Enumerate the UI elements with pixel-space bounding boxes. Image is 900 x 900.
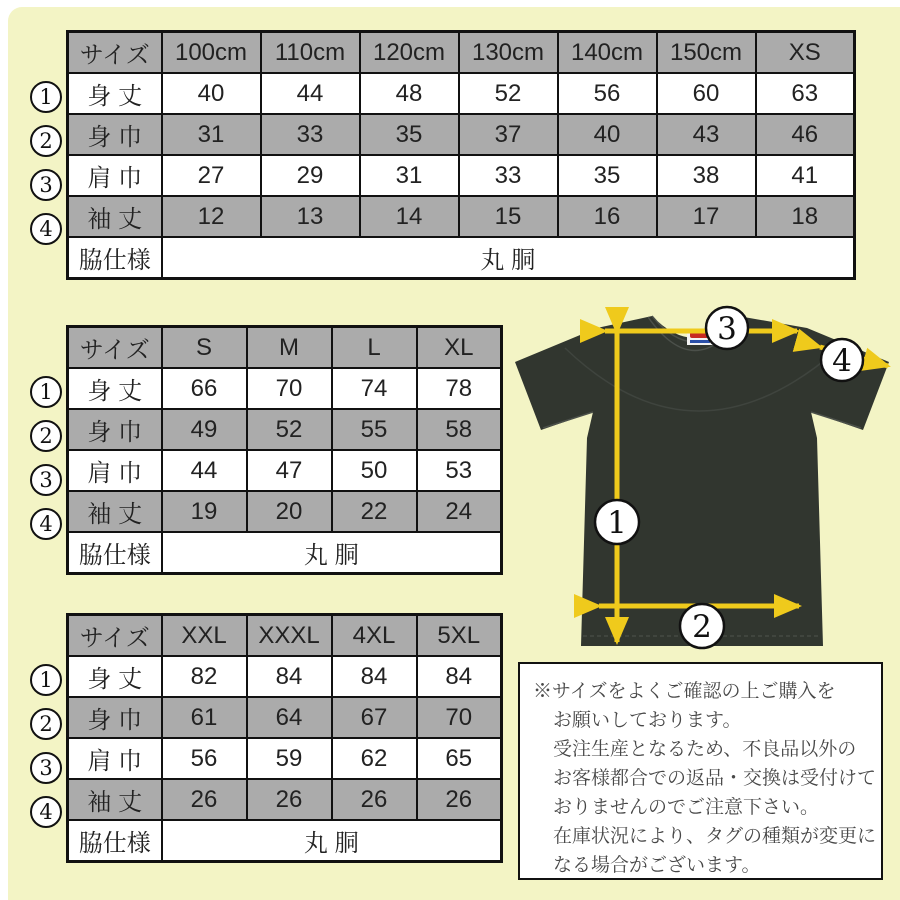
size-value-cell: 26 xyxy=(332,779,417,820)
row-label: 袖 丈 xyxy=(68,779,162,820)
size-value-cell: 55 xyxy=(332,409,417,450)
size-value-cell: 50 xyxy=(332,450,417,491)
notice-line: なる場合がございます。 xyxy=(553,855,761,876)
size-value-cell: 70 xyxy=(247,368,332,409)
size-value-cell: 20 xyxy=(247,491,332,532)
row-label: 肩 巾 xyxy=(68,450,162,491)
size-value-cell: 17 xyxy=(657,196,756,237)
size-value-cell: 59 xyxy=(247,738,332,779)
size-value-cell: 49 xyxy=(162,409,247,450)
size-col-header: 4XL xyxy=(332,615,417,657)
row-label: 身 丈 xyxy=(68,368,162,409)
notice-line: 在庫状況により、タグの種類が変更に xyxy=(553,826,877,847)
size-value-cell: 35 xyxy=(360,114,459,155)
size-col-header: XXXL xyxy=(247,615,332,657)
size-value-cell: 48 xyxy=(360,73,459,114)
size-value-cell: 12 xyxy=(162,196,261,237)
notice-line: ※サイズをよくご確認の上ご購入を xyxy=(533,681,836,702)
measure-number-1: 1 xyxy=(30,376,62,408)
notice-line: お客様都合での返品・交換は受付けて xyxy=(553,768,877,789)
size-header-label: サイズ xyxy=(68,615,162,657)
side-spec-label: 脇仕様 xyxy=(68,237,162,279)
size-value-cell: 44 xyxy=(261,73,360,114)
size-value-cell: 84 xyxy=(417,656,502,697)
size-value-cell: 33 xyxy=(261,114,360,155)
size-table xyxy=(66,613,503,863)
measure-number-4: 4 xyxy=(30,796,62,828)
size-value-cell: 44 xyxy=(162,450,247,491)
svg-text:4: 4 xyxy=(832,343,852,379)
size-value-cell: 40 xyxy=(558,114,657,155)
size-value-cell: 78 xyxy=(417,368,502,409)
measure-number-3: 3 xyxy=(30,169,62,201)
purchase-notice-box xyxy=(518,662,883,880)
row-label: 袖 丈 xyxy=(68,491,162,532)
size-value-cell: 27 xyxy=(162,155,261,196)
size-value-cell: 14 xyxy=(360,196,459,237)
side-spec-value: 丸 胴 xyxy=(162,532,502,574)
side-spec-value: 丸 胴 xyxy=(162,237,855,279)
size-value-cell: 56 xyxy=(558,73,657,114)
size-value-cell: 24 xyxy=(417,491,502,532)
size-value-cell: 82 xyxy=(162,656,247,697)
size-value-cell: 58 xyxy=(417,409,502,450)
size-value-cell: 41 xyxy=(756,155,855,196)
tshirt-measurement-diagram xyxy=(505,298,900,660)
size-value-cell: 40 xyxy=(162,73,261,114)
row-label: 身 巾 xyxy=(68,114,162,155)
size-value-cell: 70 xyxy=(417,697,502,738)
size-value-cell: 15 xyxy=(459,196,558,237)
measure-number-1: 1 xyxy=(30,81,62,113)
size-value-cell: 74 xyxy=(332,368,417,409)
notice-line: おりませんのでご注意下さい。 xyxy=(553,797,820,818)
notice-line: 受注生産となるため、不良品以外の xyxy=(553,739,857,760)
measure-number-4: 4 xyxy=(30,508,62,540)
marker-3 xyxy=(706,307,748,349)
size-value-cell: 26 xyxy=(162,779,247,820)
size-value-cell: 13 xyxy=(261,196,360,237)
row-label: 身 丈 xyxy=(68,73,162,114)
size-value-cell: 33 xyxy=(459,155,558,196)
measure-number-3: 3 xyxy=(30,464,62,496)
size-table-kids-xs xyxy=(28,30,856,280)
size-value-cell: 52 xyxy=(459,73,558,114)
size-col-header: XXL xyxy=(162,615,247,657)
size-col-header: M xyxy=(247,327,332,369)
size-value-cell: 19 xyxy=(162,491,247,532)
size-value-cell: 61 xyxy=(162,697,247,738)
measure-number-3: 3 xyxy=(30,752,62,784)
size-col-header: 130cm xyxy=(459,32,558,74)
size-value-cell: 37 xyxy=(459,114,558,155)
side-spec-value: 丸 胴 xyxy=(162,820,502,862)
size-table xyxy=(66,325,503,575)
size-value-cell: 18 xyxy=(756,196,855,237)
size-col-header: L xyxy=(332,327,417,369)
size-value-cell: 56 xyxy=(162,738,247,779)
marker-4 xyxy=(821,339,863,381)
size-value-cell: 35 xyxy=(558,155,657,196)
size-value-cell: 31 xyxy=(162,114,261,155)
size-value-cell: 29 xyxy=(261,155,360,196)
size-value-cell: 26 xyxy=(417,779,502,820)
measure-number-2: 2 xyxy=(30,708,62,740)
size-value-cell: 65 xyxy=(417,738,502,779)
svg-text:3: 3 xyxy=(717,311,737,347)
size-col-header: 100cm xyxy=(162,32,261,74)
size-value-cell: 64 xyxy=(247,697,332,738)
marker-1 xyxy=(595,500,639,544)
size-value-cell: 46 xyxy=(756,114,855,155)
size-value-cell: 43 xyxy=(657,114,756,155)
size-table-xxl-5xl xyxy=(28,613,503,863)
size-col-header: 120cm xyxy=(360,32,459,74)
measure-number-2: 2 xyxy=(30,420,62,452)
size-value-cell: 67 xyxy=(332,697,417,738)
size-col-header: 5XL xyxy=(417,615,502,657)
size-col-header: 150cm xyxy=(657,32,756,74)
row-label: 身 丈 xyxy=(68,656,162,697)
svg-text:2: 2 xyxy=(692,609,712,645)
row-label: 袖 丈 xyxy=(68,196,162,237)
size-col-header: XS xyxy=(756,32,855,74)
size-col-header: XL xyxy=(417,327,502,369)
notice-line: お願いしております。 xyxy=(553,710,742,731)
size-value-cell: 66 xyxy=(162,368,247,409)
size-table xyxy=(66,30,856,280)
size-header-label: サイズ xyxy=(68,327,162,369)
size-value-cell: 47 xyxy=(247,450,332,491)
size-value-cell: 16 xyxy=(558,196,657,237)
size-value-cell: 31 xyxy=(360,155,459,196)
size-value-cell: 26 xyxy=(247,779,332,820)
side-spec-label: 脇仕様 xyxy=(68,820,162,862)
size-value-cell: 52 xyxy=(247,409,332,450)
size-value-cell: 38 xyxy=(657,155,756,196)
row-label: 肩 巾 xyxy=(68,738,162,779)
size-value-cell: 84 xyxy=(332,656,417,697)
row-label: 身 巾 xyxy=(68,697,162,738)
row-label: 肩 巾 xyxy=(68,155,162,196)
measure-number-2: 2 xyxy=(30,125,62,157)
size-value-cell: 63 xyxy=(756,73,855,114)
marker-2 xyxy=(680,604,724,648)
svg-text:1: 1 xyxy=(607,505,627,541)
size-value-cell: 22 xyxy=(332,491,417,532)
size-table-s-xl xyxy=(28,325,503,575)
size-value-cell: 62 xyxy=(332,738,417,779)
size-value-cell: 60 xyxy=(657,73,756,114)
side-spec-label: 脇仕様 xyxy=(68,532,162,574)
measure-number-4: 4 xyxy=(30,213,62,245)
size-col-header: 110cm xyxy=(261,32,360,74)
size-value-cell: 53 xyxy=(417,450,502,491)
size-col-header: 140cm xyxy=(558,32,657,74)
measure-number-1: 1 xyxy=(30,664,62,696)
size-col-header: S xyxy=(162,327,247,369)
size-header-label: サイズ xyxy=(68,32,162,74)
size-value-cell: 84 xyxy=(247,656,332,697)
row-label: 身 巾 xyxy=(68,409,162,450)
